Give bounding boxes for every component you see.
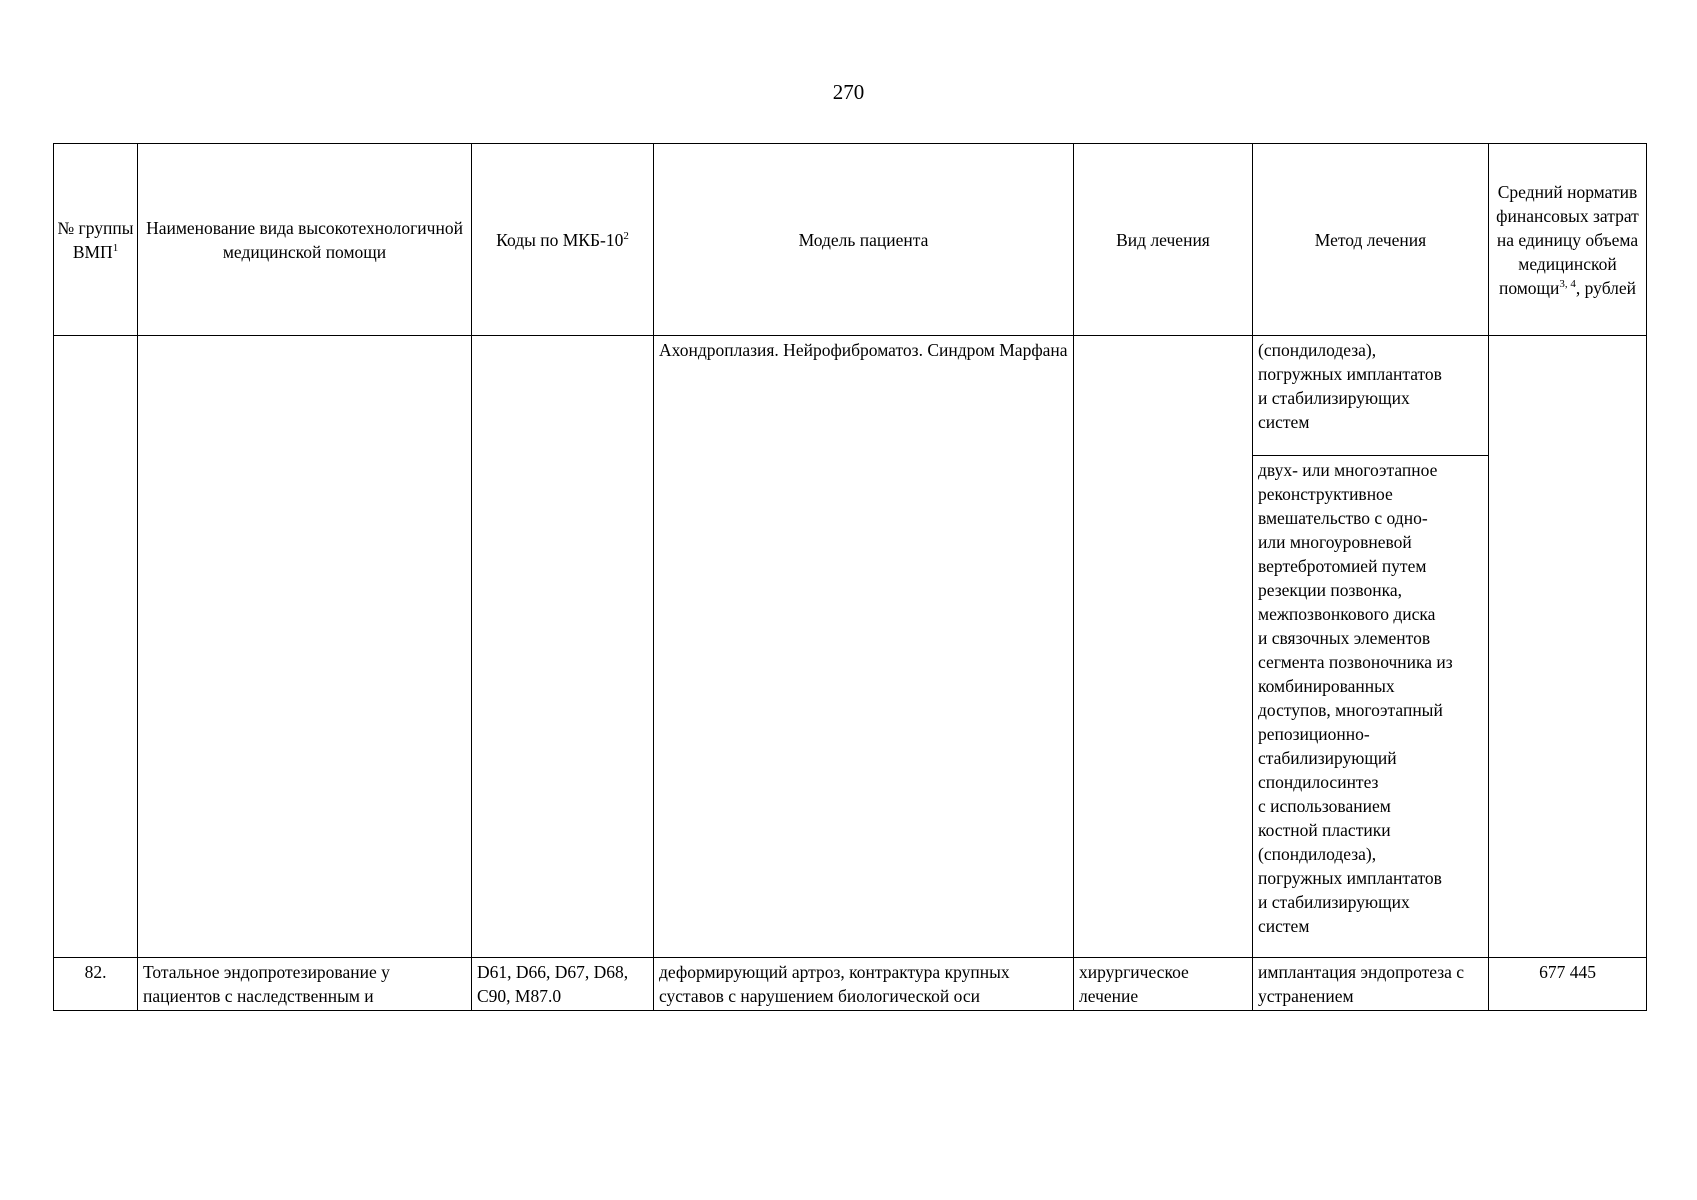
header-icd-codes: Коды по МКБ-$10^2$: [472, 144, 654, 336]
cell-cost: [1489, 336, 1647, 958]
cell-treatment-method: имплантация эндопротеза с устранением: [1253, 958, 1489, 1011]
cell-cost: 677 445: [1489, 958, 1647, 1011]
method-line: и стабилизирующих: [1258, 892, 1410, 912]
method-line: межпозвонкового диска: [1258, 604, 1436, 624]
table-row-82: [54, 958, 1647, 1011]
method-line: репозиционно-: [1258, 724, 1370, 744]
cell-care-type: [138, 336, 472, 958]
cell-group-number: [54, 336, 138, 958]
method-line: спондилосинтез: [1258, 772, 1379, 792]
method-line: двух- или многоэтапное: [1258, 460, 1438, 480]
hmp-table: [53, 143, 1647, 1011]
header-group-number: № группы ВМП$^1$: [54, 144, 138, 336]
method-line: с использованием: [1258, 796, 1391, 816]
method-line: погружных имплантатов: [1258, 364, 1442, 384]
method-line: систем: [1258, 916, 1310, 936]
header-patient-model: Модель пациента: [654, 144, 1074, 336]
method-line: и связочных элементов: [1258, 628, 1431, 648]
header-treatment-type: Вид лечения: [1074, 144, 1253, 336]
method-line: (спондилодеза),: [1258, 844, 1377, 864]
method-line: резекции позвонка,: [1258, 580, 1403, 600]
header-care-type: Наименование вида высокотехнологичной медицинской помощи: [138, 144, 472, 336]
method-line: вертебротомией путем: [1258, 556, 1427, 576]
header-row: [54, 144, 1647, 336]
header-treatment-method: Метод лечения: [1253, 144, 1489, 336]
method-line: стабилизирующий: [1258, 748, 1397, 768]
cell-method-b: [1253, 456, 1489, 958]
cell-icd-codes: [472, 336, 654, 958]
method-line: (спондилодеза),: [1258, 340, 1377, 360]
method-line: сегмента позвоночника из: [1258, 652, 1453, 672]
cell-patient-model: Ахондроплазия. Нейрофиброматоз. Синдром Марфана: [654, 336, 1074, 958]
method-line: погружных имплантатов: [1258, 868, 1442, 888]
cell-care-type: Тотальное эндопротезирование у пациентов с наследственным и: [138, 958, 472, 1011]
cell-icd-codes: D61, D66, D67, D68, C90, M87.0: [472, 958, 654, 1011]
method-line: костной пластики: [1258, 820, 1391, 840]
method-line: реконструктивное: [1258, 484, 1393, 504]
table-row: [54, 336, 1647, 456]
method-line: комбинированных: [1258, 676, 1395, 696]
method-line: систем: [1258, 412, 1310, 432]
cell-treatment-type: [1074, 336, 1253, 958]
method-line: и стабилизирующих: [1258, 388, 1410, 408]
header-cost-standard: Средний норматив финансовых затрат на единицу объема медицинской помощи$^{3, 4}$, рублей: [1489, 144, 1647, 336]
cell-group-number: 82.: [54, 958, 138, 1011]
cell-treatment-type: хирургическое лечение: [1074, 958, 1253, 1011]
method-line: или многоуровневой: [1258, 532, 1412, 552]
method-line: доступов, многоэтапный: [1258, 700, 1443, 720]
cell-method-a: [1253, 336, 1489, 456]
method-line: вмешательство с одно-: [1258, 508, 1428, 528]
page-number: 270: [832, 80, 865, 104]
cell-patient-model: деформирующий артроз, контрактура крупных суставов с нарушением биологической оси: [654, 958, 1074, 1011]
